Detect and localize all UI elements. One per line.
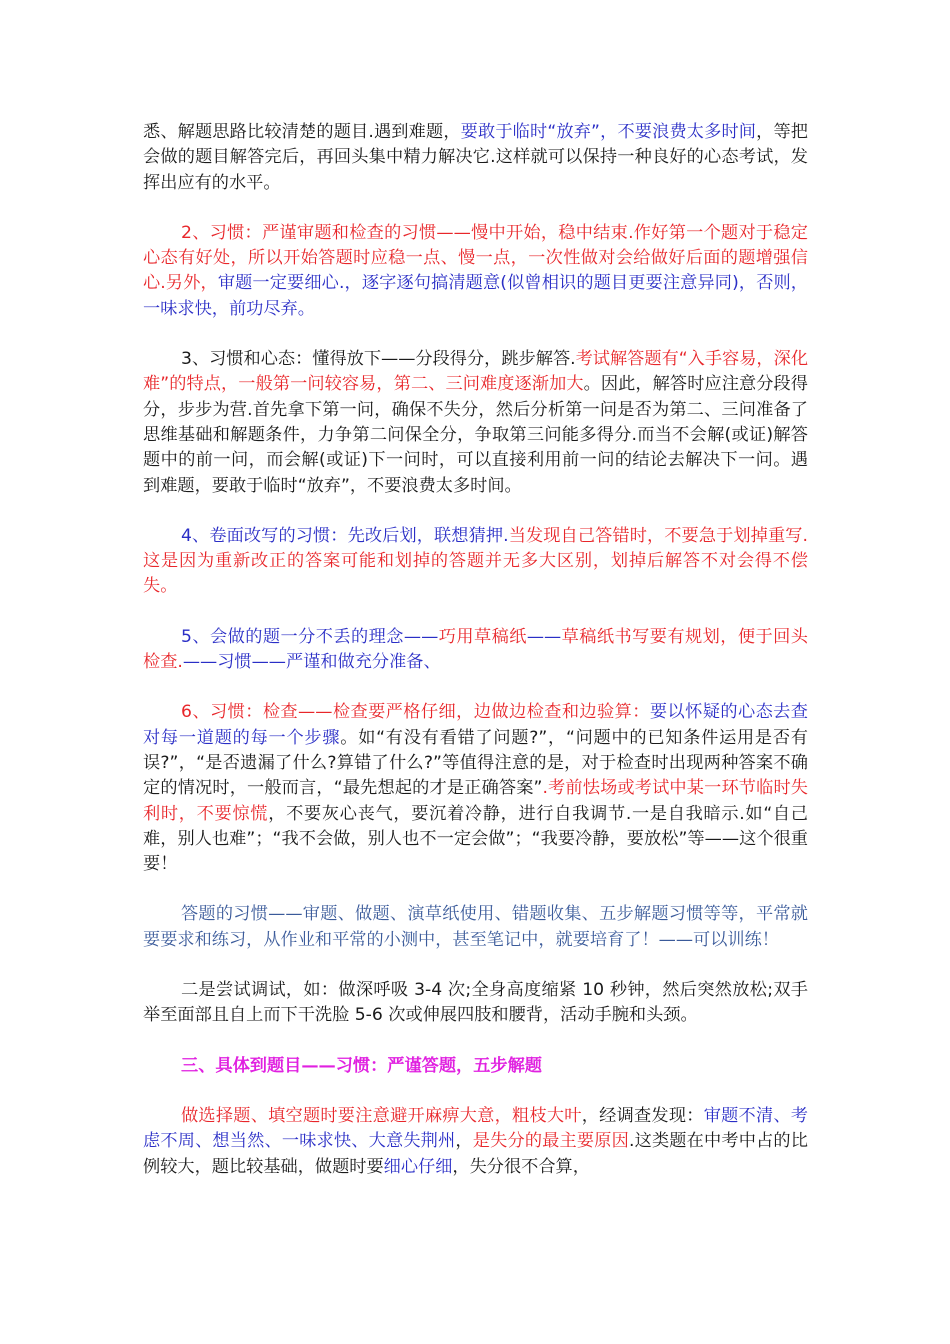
text-run: 。如“有没有看错了问题?”，“问题中的已知条件运用是否有误?”，“是否遗漏了什么?算错了什么?”等值得注意的是，对于检查时出现两种答案不确定的情况时，一般而言，“最先想起的才是正确答案” — [143, 727, 808, 799]
text-run: 当发现自己答错时，不要急于划掉重写.这是因为重新改正的答案可能和划掉的答题并无多大区别，划掉后解答不对会得不偿失。 — [143, 525, 808, 597]
text-run: ，不要灰心丧气，要沉着冷静，进行自我调节.一是自我暗示.如“自己难，别人也难”；“我不会做，别人也不一定会做”；“我要冷静，要放松”等——这个很重要！ — [143, 803, 808, 875]
text-run: 细心仔细 — [383, 1156, 453, 1177]
text-run: 二是尝试调试，如：做深呼吸 3-4 次;全身高度缩紧 10 秒钟，然后突然放松;双手举至面部且自上而下干洗脸 5-6 次或伸展四肢和腰背，活动手腕和头颈。 — [143, 980, 808, 1026]
paragraph-6 — [143, 700, 808, 877]
text-run: .考前怯场或考试中某一环节临时失利时，不要惊慌 — [143, 778, 808, 824]
text-run: ，等把会做的题目解答完后，再回头集中精力解决它.这样就可以保持一种良好的心态考试，发挥出应有的水平。 — [143, 122, 808, 193]
text-run: 。因此，解答时应注意分段得分，步步为营.首先拿下第一问，确保不失分，然后分析第一问是否为第二、三问准备了思维基础和解题条件，力争第二问保全分，争取第三问能多得分.而当不会解(或证)解答题中的前一问，而会解(或证)下一问时，可以直接利用前一问的结论去解决下一问。遇到难题，要敢于临时“放弃”，不要浪费太多时间。 — [143, 374, 808, 496]
text-run: ——习惯——严谨和做充分准备、 — [182, 652, 441, 673]
paragraph-5 — [143, 625, 808, 676]
text-run: 审题一定要细心.，逐字逐句搞清题意(似曾相识的题目更要注意异同)，否则，一味求快，前功尽弃。 — [143, 273, 808, 319]
paragraph-1 — [143, 120, 808, 196]
text-run: ， — [455, 1131, 473, 1152]
text-run: 6、习惯：检查——检查要严格仔细，边做边检查和边验算： — [181, 702, 650, 723]
text-run: ，失分很不合算， — [452, 1156, 590, 1177]
paragraph-4 — [143, 524, 808, 600]
document-page — [143, 120, 808, 1205]
paragraph-8 — [143, 978, 808, 1029]
text-run: 草稿纸书写要有规划，便于回头检查. — [143, 626, 808, 673]
text-run: .这类题在中考中占的比例较大，题比较基础，做题时要 — [143, 1131, 808, 1177]
section-heading — [143, 1054, 808, 1079]
text-run: 巧用草稿纸 — [438, 626, 527, 647]
text-run: ，经调查发现： — [581, 1105, 704, 1126]
text-run: 要以怀疑的心态去查对每一道题的每一个步骤 — [143, 702, 808, 748]
text-run: 2、习惯：严谨审题和检查的习惯——慢中开始，稳中结束.作好第一个题对于稳定心态有好处，所以开始答题时应稳一点、慢一点，一次性做对会给做好后面的题增强信心.另外， — [143, 222, 808, 294]
paragraph-2 — [143, 221, 808, 322]
text-run: 答题的习惯——审题、做题、演草纸使用、错题收集、五步解题习惯等等，平常就要要求和练习，从作业和平常的小测中，甚至笔记中，就要培育了！——可以训练！ — [143, 904, 808, 950]
heading-text: 三、具体到题目——习惯：严谨答题，五步解题 — [181, 1055, 542, 1076]
text-run: 审题不清、考虑不周、想当然、一味求快、大意失荆州 — [143, 1105, 808, 1152]
paragraph-7 — [143, 902, 808, 953]
text-run: 3、习惯和心态：懂得放下——分段得分，跳步解答. — [181, 349, 576, 370]
text-run: 要敢于临时“放弃”，不要浪费太多时间 — [460, 122, 757, 142]
text-run: 做选择题、填空题时要注意避开麻痹大意，粗枝大叶 — [181, 1105, 582, 1126]
text-run: 5、会做的题一分不丢的理念—— — [181, 626, 439, 647]
paragraph-3 — [143, 347, 808, 499]
text-run: —— — [526, 626, 562, 647]
text-run: 是失分的最主要原因 — [472, 1131, 629, 1152]
text-run: 悉、解题思路比较清楚的题目.遇到难题， — [143, 122, 461, 142]
text-run: 4、卷面改写的习惯：先改后划，联想猜押. — [181, 525, 509, 546]
paragraph-9 — [143, 1104, 808, 1180]
text-run: 考试解答题有“入手容易，深化难”的特点，一般第一问较容易，第二、三问难度逐渐加大 — [143, 349, 809, 395]
